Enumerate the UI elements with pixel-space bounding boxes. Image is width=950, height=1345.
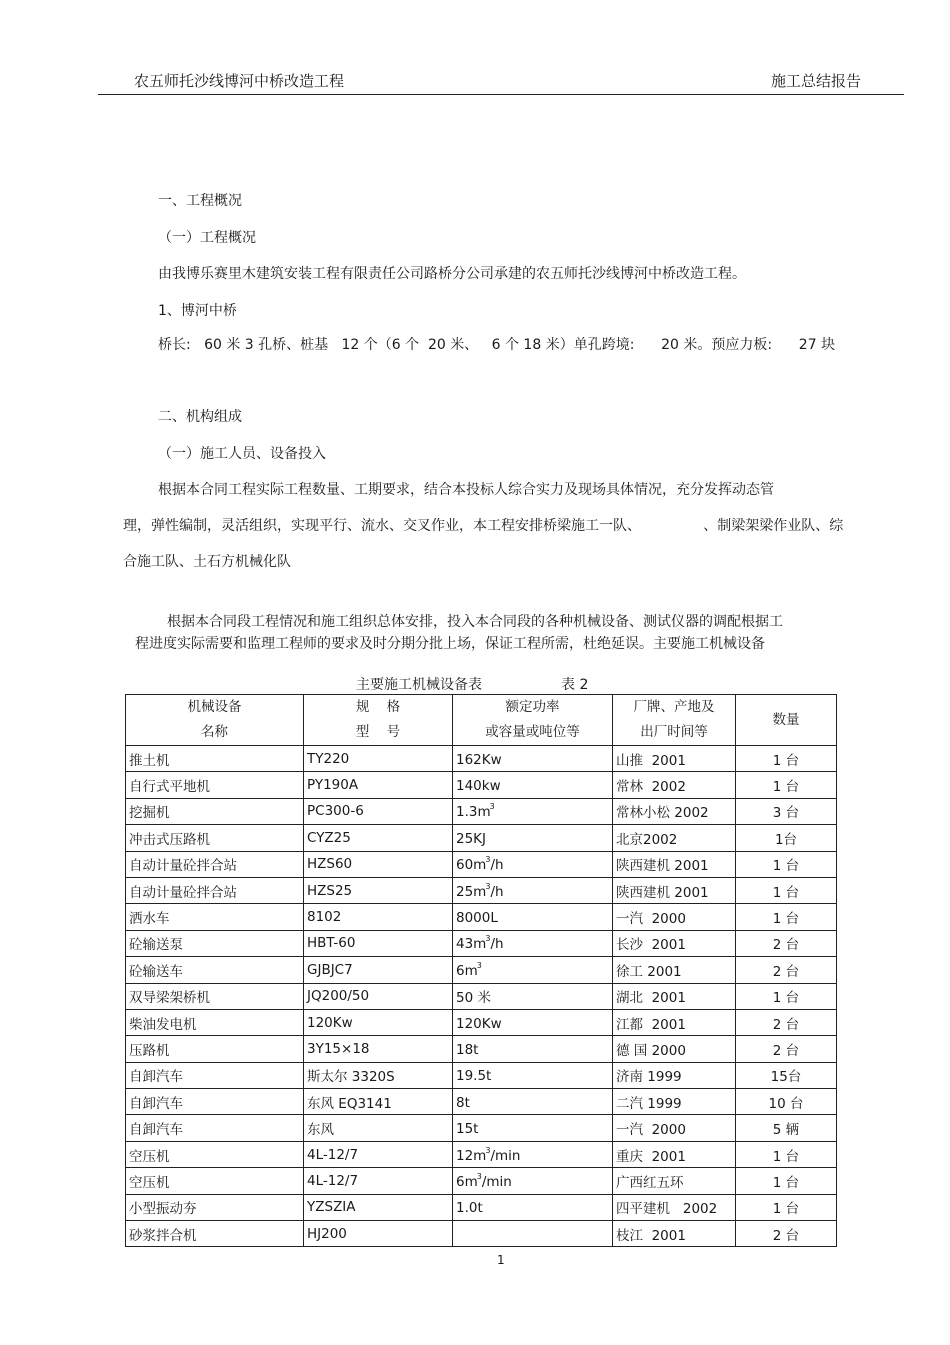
cell-equipment-name: 砂浆拌合机	[126, 1221, 304, 1247]
cell-quantity: 2 台	[736, 1221, 837, 1247]
header-quantity: 数量	[736, 695, 837, 746]
cell-model: 4L-12/7	[304, 1168, 453, 1194]
cell-rated-power: $6m^3/\min$	[453, 1168, 613, 1194]
header-report-type: 施工总结报告	[771, 72, 862, 90]
cell-rated-power: $6m^3$	[453, 957, 613, 983]
cell-quantity: 1 台	[736, 851, 837, 877]
table-row	[126, 1089, 837, 1115]
cell-model: 120Kw	[304, 1009, 453, 1035]
section-2-paragraph-line2: 理，弹性编制，灵活组织，实现平行、流水、交叉作业，本工程安排桥梁施工一队、 、制梁架梁作业队、综	[123, 518, 844, 534]
cell-equipment-name: 自动计量砼拌合站	[126, 851, 304, 877]
cell-origin: 北京2002	[613, 825, 736, 851]
cell-quantity: 15台	[736, 1062, 837, 1088]
table-row	[126, 1036, 837, 1062]
cell-rated-power: $60m^3/h$	[453, 851, 613, 877]
cell-origin: 湖北 2001	[613, 983, 736, 1009]
cell-rated-power: 120Kw	[453, 1009, 613, 1035]
cell-rated-power: 162Kw	[453, 746, 613, 772]
cell-quantity: 5 辆	[736, 1115, 837, 1141]
cell-equipment-name: 柴油发电机	[126, 1009, 304, 1035]
table-row	[126, 772, 837, 798]
cell-model: 斯太尔 3320S	[304, 1062, 453, 1088]
cell-model: CYZ25	[304, 825, 453, 851]
table-row	[126, 1221, 837, 1247]
section-2-paragraph-line3: 合施工队、土石方机械化队	[123, 554, 291, 570]
table-row	[126, 1141, 837, 1167]
cell-origin: 陕西建机 2001	[613, 877, 736, 903]
cell-rated-power: 140kw	[453, 772, 613, 798]
cell-origin: 山推 2001	[613, 746, 736, 772]
table-row	[126, 746, 837, 772]
section-1-heading: 一、工程概况	[158, 193, 242, 209]
cell-rated-power: $25m^3/h$	[453, 877, 613, 903]
section-2-subheading: （一）施工人员、设备投入	[158, 446, 326, 462]
cell-equipment-name: 自卸汽车	[126, 1089, 304, 1115]
cell-rated-power: $1.3m^3$	[453, 798, 613, 824]
section-2-paragraph-line1: 根据本合同工程实际工程数量、工期要求，结合本投标人综合实力及现场具体情况，充分发挥动态管	[158, 482, 774, 498]
cell-rated-power: 19.5t	[453, 1062, 613, 1088]
cell-equipment-name: 自卸汽车	[126, 1062, 304, 1088]
cell-equipment-name: 推土机	[126, 746, 304, 772]
cell-model: HZS60	[304, 851, 453, 877]
table-row	[126, 904, 837, 930]
item-1-detail: 桥长: 60 米 3 孔桥、桩基 12 个（6 个 20 米、 6 个 18 米）单孔跨境: 20 米。预应力板: 27 块	[158, 337, 836, 353]
cell-quantity: 1 台	[736, 1168, 837, 1194]
cell-origin: 二汽 1999	[613, 1089, 736, 1115]
header-origin: 厂牌、产地及 出厂时间等	[613, 695, 736, 746]
table-number: 表 2	[561, 677, 589, 693]
cell-model: 东风	[304, 1115, 453, 1141]
header-project-title: 农五师托沙线博河中桥改造工程	[134, 72, 345, 90]
table-header-row	[126, 695, 837, 746]
cell-rated-power: 8000L	[453, 904, 613, 930]
cell-rated-power: 8t	[453, 1089, 613, 1115]
table-row	[126, 798, 837, 824]
cell-equipment-name: 冲击式压路机	[126, 825, 304, 851]
cell-rated-power: 18t	[453, 1036, 613, 1062]
table-row	[126, 1062, 837, 1088]
cell-quantity: 1 台	[736, 1194, 837, 1220]
table-row	[126, 930, 837, 956]
cell-equipment-name: 砼输送泵	[126, 930, 304, 956]
section-2-heading: 二、机构组成	[158, 409, 242, 425]
cell-quantity: 1 台	[736, 772, 837, 798]
cell-origin: 陕西建机 2001	[613, 851, 736, 877]
cell-quantity: 1 台	[736, 746, 837, 772]
cell-equipment-name: 压路机	[126, 1036, 304, 1062]
cell-origin: 济南 1999	[613, 1062, 736, 1088]
cell-model: 8102	[304, 904, 453, 930]
cell-origin: 德 国 2000	[613, 1036, 736, 1062]
cell-origin: 四平建机 2002	[613, 1194, 736, 1220]
cell-model: PY190A	[304, 772, 453, 798]
cell-rated-power: 1.0t	[453, 1194, 613, 1220]
header-rule	[98, 94, 904, 95]
section-1-subheading: （一）工程概况	[158, 230, 256, 246]
cell-equipment-name: 空压机	[126, 1141, 304, 1167]
cell-model: 4L-12/7	[304, 1141, 453, 1167]
header-model: 规 格 型 号	[304, 695, 453, 746]
cell-quantity: 1 台	[736, 1141, 837, 1167]
cell-origin: 常林 2002	[613, 772, 736, 798]
cell-equipment-name: 双导梁架桥机	[126, 983, 304, 1009]
equipment-table-body	[126, 746, 837, 1247]
table-row	[126, 1194, 837, 1220]
cell-origin: 常林小松 2002	[613, 798, 736, 824]
table-row	[126, 851, 837, 877]
cell-origin: 一汽 2000	[613, 1115, 736, 1141]
cell-quantity: 1 台	[736, 904, 837, 930]
cell-rated-power: $43m^3/h$	[453, 930, 613, 956]
table-caption: 主要施工机械设备表	[356, 677, 482, 693]
cell-equipment-name: 挖掘机	[126, 798, 304, 824]
cell-equipment-name: 空压机	[126, 1168, 304, 1194]
cell-equipment-name: 自行式平地机	[126, 772, 304, 798]
table-row	[126, 1115, 837, 1141]
cell-equipment-name: 自卸汽车	[126, 1115, 304, 1141]
cell-model: 东风 EQ3141	[304, 1089, 453, 1115]
cell-model: HJ200	[304, 1221, 453, 1247]
cell-model: HZS25	[304, 877, 453, 903]
cell-model: PC300-6	[304, 798, 453, 824]
cell-origin: 江都 2001	[613, 1009, 736, 1035]
table-row	[126, 1168, 837, 1194]
cell-origin: 一汽 2000	[613, 904, 736, 930]
section-1-paragraph: 由我博乐赛里木建筑安装工程有限责任公司路桥分公司承建的农五师托沙线博河中桥改造工程。	[158, 266, 746, 282]
cell-equipment-name: 自动计量砼拌合站	[126, 877, 304, 903]
header-equipment-name: 机械设备 名称	[126, 695, 304, 746]
cell-rated-power: 50 米	[453, 983, 613, 1009]
cell-rated-power: 15t	[453, 1115, 613, 1141]
cell-quantity: 2 台	[736, 930, 837, 956]
cell-quantity: 3 台	[736, 798, 837, 824]
cell-model: TY220	[304, 746, 453, 772]
table-row	[126, 1009, 837, 1035]
table-row	[126, 825, 837, 851]
page-number: 1	[497, 1253, 505, 1267]
cell-model: 3Y15×18	[304, 1036, 453, 1062]
equipment-paragraph-line1: 根据本合同段工程情况和施工组织总体安排，投入本合同段的各种机械设备、测试仪器的调配根据工	[167, 614, 783, 630]
cell-model: JQ200/50	[304, 983, 453, 1009]
cell-origin: 枝江 2001	[613, 1221, 736, 1247]
cell-origin: 徐工 2001	[613, 957, 736, 983]
cell-rated-power: 25KJ	[453, 825, 613, 851]
cell-model: HBT-60	[304, 930, 453, 956]
cell-rated-power	[453, 1221, 613, 1247]
cell-quantity: 1 台	[736, 983, 837, 1009]
cell-rated-power: $12m^3/\min$	[453, 1141, 613, 1167]
header-rated-power: 额定功率 或容量或吨位等	[453, 695, 613, 746]
cell-quantity: 2 台	[736, 1009, 837, 1035]
cell-equipment-name: 小型振动夯	[126, 1194, 304, 1220]
cell-quantity: 10 台	[736, 1089, 837, 1115]
cell-origin: 长沙 2001	[613, 930, 736, 956]
equipment-table	[125, 694, 837, 1247]
cell-origin: 广西红五环	[613, 1168, 736, 1194]
item-1-title: 1、博河中桥	[158, 303, 237, 319]
equipment-paragraph-line2: 程进度实际需要和监理工程师的要求及时分期分批上场，保证工程所需，杜绝延误。主要施工机械设备	[135, 636, 765, 652]
cell-equipment-name: 砼输送车	[126, 957, 304, 983]
cell-equipment-name: 洒水车	[126, 904, 304, 930]
cell-model: GJBJC7	[304, 957, 453, 983]
cell-quantity: 1台	[736, 825, 837, 851]
cell-origin: 重庆 2001	[613, 1141, 736, 1167]
cell-model: YZSZIA	[304, 1194, 453, 1220]
cell-quantity: 2 台	[736, 1036, 837, 1062]
cell-quantity: 2 台	[736, 957, 837, 983]
table-row	[126, 877, 837, 903]
table-row	[126, 957, 837, 983]
cell-quantity: 1 台	[736, 877, 837, 903]
table-row	[126, 983, 837, 1009]
